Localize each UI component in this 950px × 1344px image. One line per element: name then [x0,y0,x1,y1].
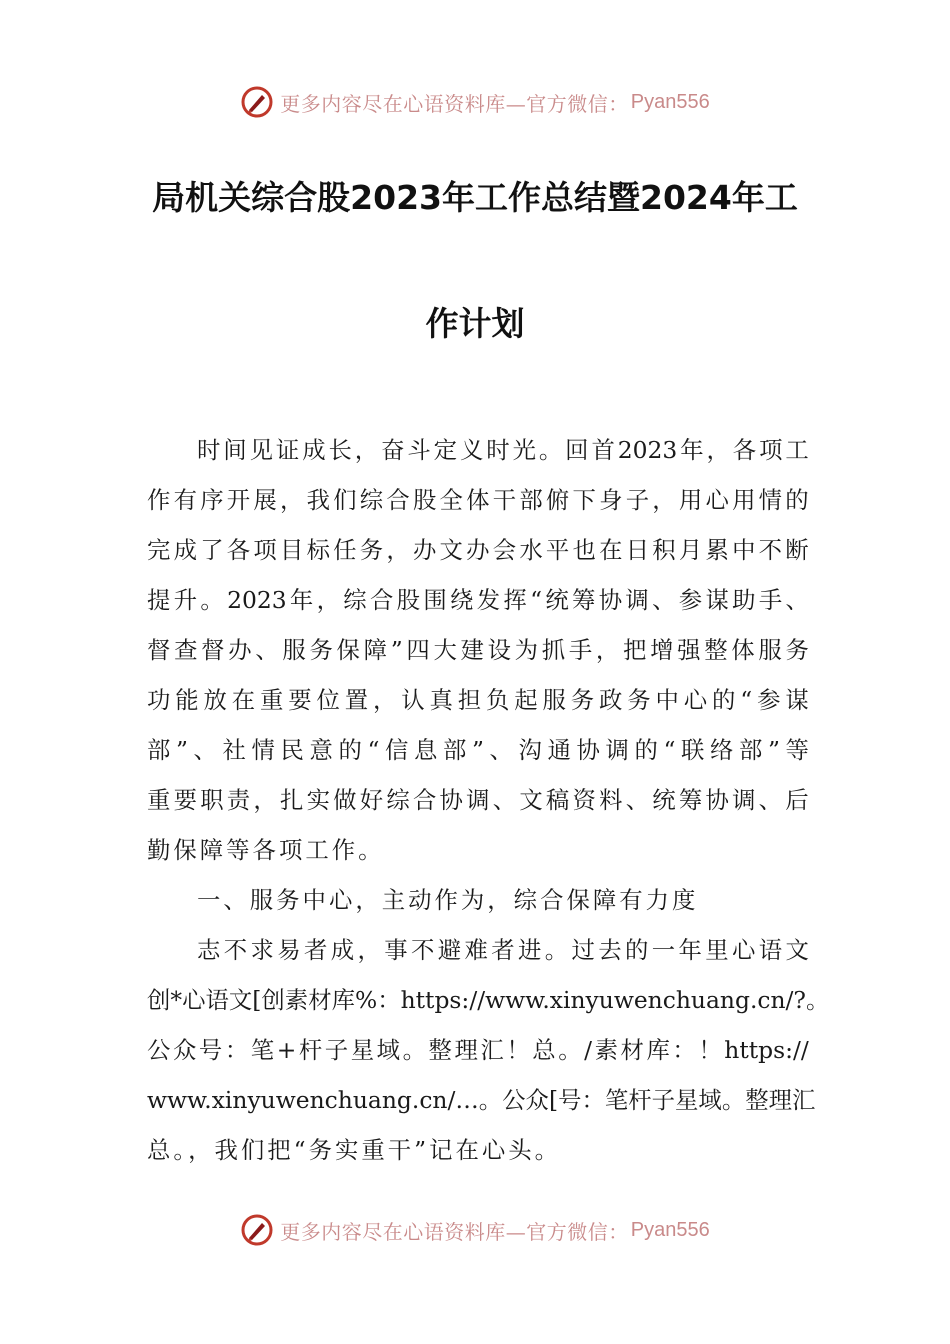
body-line: 志 不 求 易 者 成 ， 事 不 避 难 者 进 。 过 去 的 一 年 里 心 语 文 [197,936,809,964]
body-line: 作 有 序 开 展 ， 我 们 综 合 股 全 体 干 部 俯 下 身 子 ， 用 心 用 情 的 [147,486,809,514]
body-line: 创 * 心 语 文 [ 创 素 材 库 % ： https://www.xinyuwenchuang.cn/? 。 [147,986,830,1014]
body-line: 公 众 号 ： 笔 + 杆 子 星 域 。 整 理 汇 ！ 总 。 / 素 材 库 ： ！ https:// [147,1036,809,1064]
body-line: 重 要 职 责 ， 扎 实 做 好 综 合 协 调 、 文 稿 资 料 、 统 筹 协 调 、 后 [147,786,809,814]
body-line: 部 ” 、 社 情 民 意 的 “ 信 息 部 ” 、 沟 通 协 调 的 “ 联 络 部 ” 等 [147,736,809,764]
footer-watermark-banner [0,1208,950,1252]
banner-text: 更多内容尽在心语资料库—官方微信： [280,91,629,116]
body-line: 总。，我们把“务实重干”记在心头。 [147,1136,562,1164]
banner-wechat-id: Pyan556 [630,1218,710,1241]
banner-wechat-id: Pyan556 [630,90,710,113]
section-heading: 一、服务中心，主动作为，综合保障有力度 [197,886,699,914]
body-line: 完 成 了 各 项 目 标 任 务 ， 办 文 办 会 水 平 也 在 日 积 月 累 中 不 断 [147,536,809,564]
document-title-line-1: 局机关综合股2023年工作总结暨2024年工 [152,178,798,217]
body-line: 功 能 放 在 重 要 位 置 ， 认 真 担 负 起 服 务 政 务 中 心 的 “ 参 谋 [147,686,809,714]
header-watermark-banner [0,80,950,124]
pen-logo-icon [240,1213,274,1247]
body-line: www.xinyuwenchuang.cn/ … 。 公 众 [ 号 ： 笔 杆 子 星 域 。 整 理 汇 [147,1086,816,1114]
pen-logo-icon [240,85,274,119]
body-line: 督 查 督 办 、 服 务 保 障 ” 四 大 建 设 为 抓 手 ， 把 增 强 整 体 服 务 [147,636,809,664]
body-line: 勤保障等各项工作。 [147,836,385,864]
body-line: 提 升 。 2023 年 ， 综 合 股 围 绕 发 挥 “ 统 筹 协 调 、 参 谋 助 手 、 [147,586,809,614]
document-body [147,425,830,1175]
document-title-line-2: 作计划 [425,304,525,343]
banner-text: 更多内容尽在心语资料库—官方微信： [280,1219,629,1244]
body-line: 时 间 见 证 成 长 ， 奋 斗 定 义 时 光 。 回 首 2023 年 ， 各 项 工 [197,436,809,464]
